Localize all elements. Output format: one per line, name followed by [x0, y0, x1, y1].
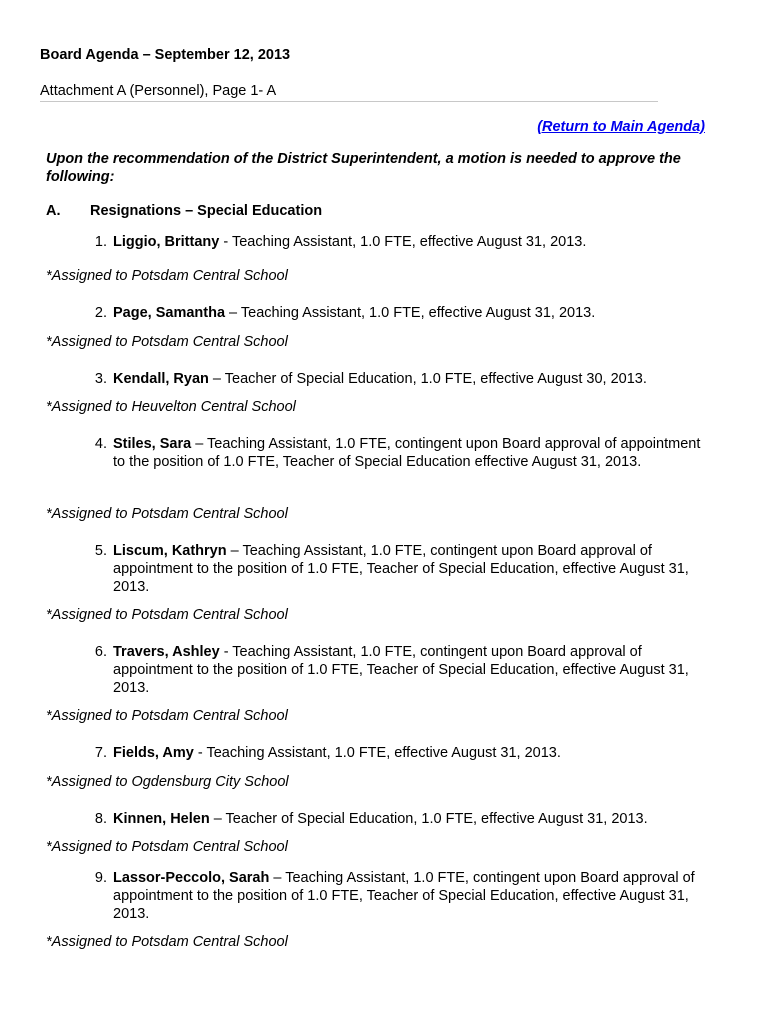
section-letter: A.	[46, 203, 61, 219]
list-item	[88, 370, 708, 388]
item-body	[113, 233, 708, 251]
item-number: 1.	[94, 234, 107, 250]
list-item	[88, 744, 708, 762]
item-body	[113, 643, 708, 697]
section-title: Resignations – Special Education	[90, 203, 323, 219]
assignment-note: *Assigned to Potsdam Central School	[46, 334, 288, 350]
list-item	[88, 304, 708, 322]
item-text: - Teaching Assistant, 1.0 FTE, effective August 31, 2013.	[193, 745, 561, 761]
assignment-note: *Assigned to Potsdam Central School	[46, 506, 288, 522]
assignment-note: *Assigned to Potsdam Central School	[46, 934, 288, 950]
item-number: 7.	[94, 745, 107, 761]
assignment-note: *Assigned to Potsdam Central School	[46, 268, 288, 284]
assignment-note: *Assigned to Potsdam Central School	[46, 708, 288, 724]
item-body	[113, 744, 708, 762]
header-divider	[40, 101, 658, 102]
list-item	[88, 542, 708, 596]
item-name: Page, Samantha	[113, 305, 226, 321]
page-subtitle: Attachment A (Personnel), Page 1- A	[40, 83, 277, 99]
item-number: 6.	[94, 644, 107, 660]
item-name: Stiles, Sara	[113, 436, 192, 452]
item-text: – Teaching Assistant, 1.0 FTE, contingent upon Board approval of appointment to the position of 1.0 FTE, Teacher of Special Education effective August 31, 2013.	[113, 436, 701, 470]
item-body	[113, 370, 708, 388]
item-text: - Teaching Assistant, 1.0 FTE, contingent upon Board approval of appointment to the position of 1.0 FTE, Teacher of Special Education, effective August 31, 2013.	[113, 644, 689, 696]
list-item	[88, 233, 708, 251]
item-number: 4.	[94, 436, 107, 452]
item-body	[113, 810, 708, 828]
intro-paragraph: Upon the recommendation of the District Superintendent, a motion is needed to approve the following:	[46, 151, 681, 185]
assignment-note: *Assigned to Potsdam Central School	[46, 839, 288, 855]
list-item	[88, 810, 708, 828]
item-text: – Teaching Assistant, 1.0 FTE, effective August 31, 2013.	[225, 305, 596, 321]
item-number: 9.	[94, 870, 107, 886]
assignment-note: *Assigned to Potsdam Central School	[46, 607, 288, 623]
item-number: 2.	[94, 305, 107, 321]
list-item	[88, 869, 708, 923]
item-name: Kendall, Ryan	[113, 371, 209, 387]
list-item	[88, 435, 708, 471]
item-name: Travers, Ashley	[113, 644, 220, 660]
assignment-note: *Assigned to Heuvelton Central School	[46, 399, 296, 415]
item-name: Lassor-Peccolo, Sarah	[113, 870, 270, 886]
item-number: 3.	[94, 371, 107, 387]
return-to-main-agenda-link[interactable]: (Return to Main Agenda)	[537, 119, 705, 135]
item-body	[113, 869, 708, 923]
item-body	[113, 542, 708, 596]
item-text: – Teacher of Special Education, 1.0 FTE, effective August 31, 2013.	[209, 811, 648, 827]
item-number: 8.	[94, 811, 107, 827]
item-text: – Teacher of Special Education, 1.0 FTE, effective August 30, 2013.	[208, 371, 647, 387]
page-title: Board Agenda – September 12, 2013	[40, 47, 291, 63]
item-text: – Teaching Assistant, 1.0 FTE, contingent upon Board approval of appointment to the position of 1.0 FTE, Teacher of Special Education, effective August 31, 2013.	[113, 870, 695, 922]
item-name: Liggio, Brittany	[113, 234, 220, 250]
item-name: Kinnen, Helen	[113, 811, 210, 827]
list-item	[88, 643, 708, 697]
assignment-note: *Assigned to Ogdensburg City School	[46, 774, 289, 790]
item-body	[113, 435, 708, 471]
item-number: 5.	[94, 543, 107, 559]
item-text: – Teaching Assistant, 1.0 FTE, contingent upon Board approval of appointment to the position of 1.0 FTE, Teacher of Special Education, effective August 31, 2013.	[113, 543, 689, 595]
item-name: Liscum, Kathryn	[113, 543, 227, 559]
item-name: Fields, Amy	[113, 745, 194, 761]
section-heading	[46, 203, 322, 219]
item-body	[113, 304, 708, 322]
item-text: - Teaching Assistant, 1.0 FTE, effective August 31, 2013.	[219, 234, 587, 250]
